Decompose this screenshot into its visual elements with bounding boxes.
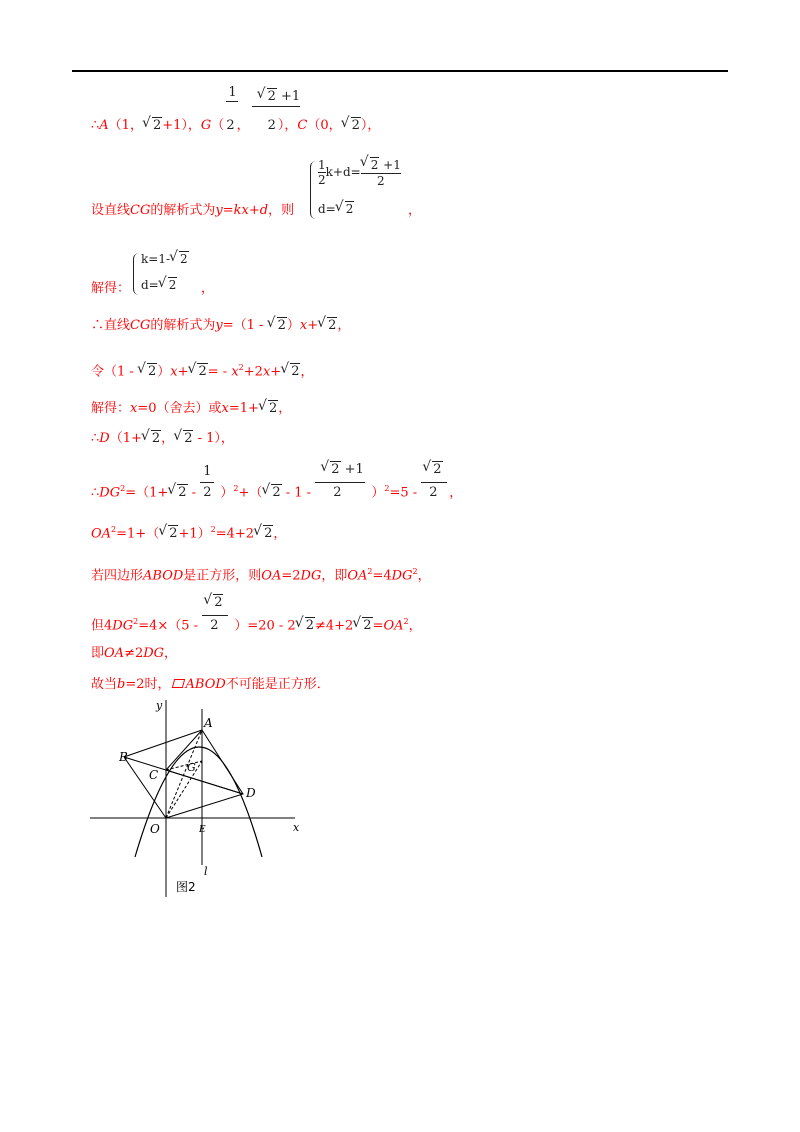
- label-d: D: [246, 786, 256, 800]
- header-rule: [72, 70, 728, 72]
- comma-2: ，: [408, 203, 422, 218]
- line-8: $\therefore DG^2=(1+√$ 2 - $\frac{1}{2} )^2+(√$ 2 - 1 - √ $\frac{2 +1}{2} )^2=5$ - √ $\frac{2}{2}$，: [91, 481, 462, 501]
- segment-oa-dashed: [166, 730, 202, 818]
- label-y: y: [156, 699, 163, 712]
- line-9: $OA^2=1+(√$ 2+1）$^2$=4+2√ 2，: [91, 522, 286, 542]
- label-x: x: [293, 821, 300, 834]
- comma-3: ，: [201, 281, 215, 296]
- label-c: C: [149, 768, 159, 782]
- geometry-figure: [90, 697, 320, 897]
- label-b: B: [119, 750, 128, 764]
- label-l: l: [204, 865, 208, 878]
- label-e: E: [199, 825, 206, 835]
- segment-og-dashed: [166, 761, 202, 818]
- line-7: ∴D（1+√ 2，√ 2 - 1），: [91, 430, 234, 447]
- label-o: O: [150, 822, 160, 836]
- segment-cg-dashed: [166, 761, 202, 770]
- line-2: 设直线CG的解析式为y=kx+d，则: [91, 203, 295, 218]
- segment-cd: [166, 770, 243, 794]
- figure-caption: 图2: [176, 880, 196, 894]
- label-a: A: [204, 716, 213, 730]
- line-10: 若四边形ABOD是正方形，则OA=2DG，即$OA^2=4DG^2$，: [91, 567, 431, 584]
- line-11: 但$4DG^2=4\times(5$ - √ $\frac{2}{2} )=20 - 2√$ 2≠4+2√ $2=OA^2$，: [91, 614, 422, 634]
- parabola: [135, 747, 262, 857]
- label-g: G: [187, 761, 196, 774]
- line-13: 故当b=2时， ABOD不可能是正方形．: [91, 677, 330, 692]
- line-3: 解得：: [91, 281, 131, 296]
- line-1: ∴A（1，√ 2+1），G（ $\frac{1}{2}$ ， √ $\frac{2 +1}{2}$ ），C（0，√ 2），: [91, 117, 380, 134]
- line-6: 解得：x=0（舍去）或x=1+√ 2，: [91, 400, 291, 417]
- line-4: ∴直线CG的解析式为y=（1 - √ 2）x+√ 2，: [91, 317, 350, 334]
- line-5: 令（1 - √ 2）x+√ $2= - x^2+2x+√$ 2，: [91, 360, 313, 380]
- line-12: 即OA≠2DG，: [91, 646, 178, 661]
